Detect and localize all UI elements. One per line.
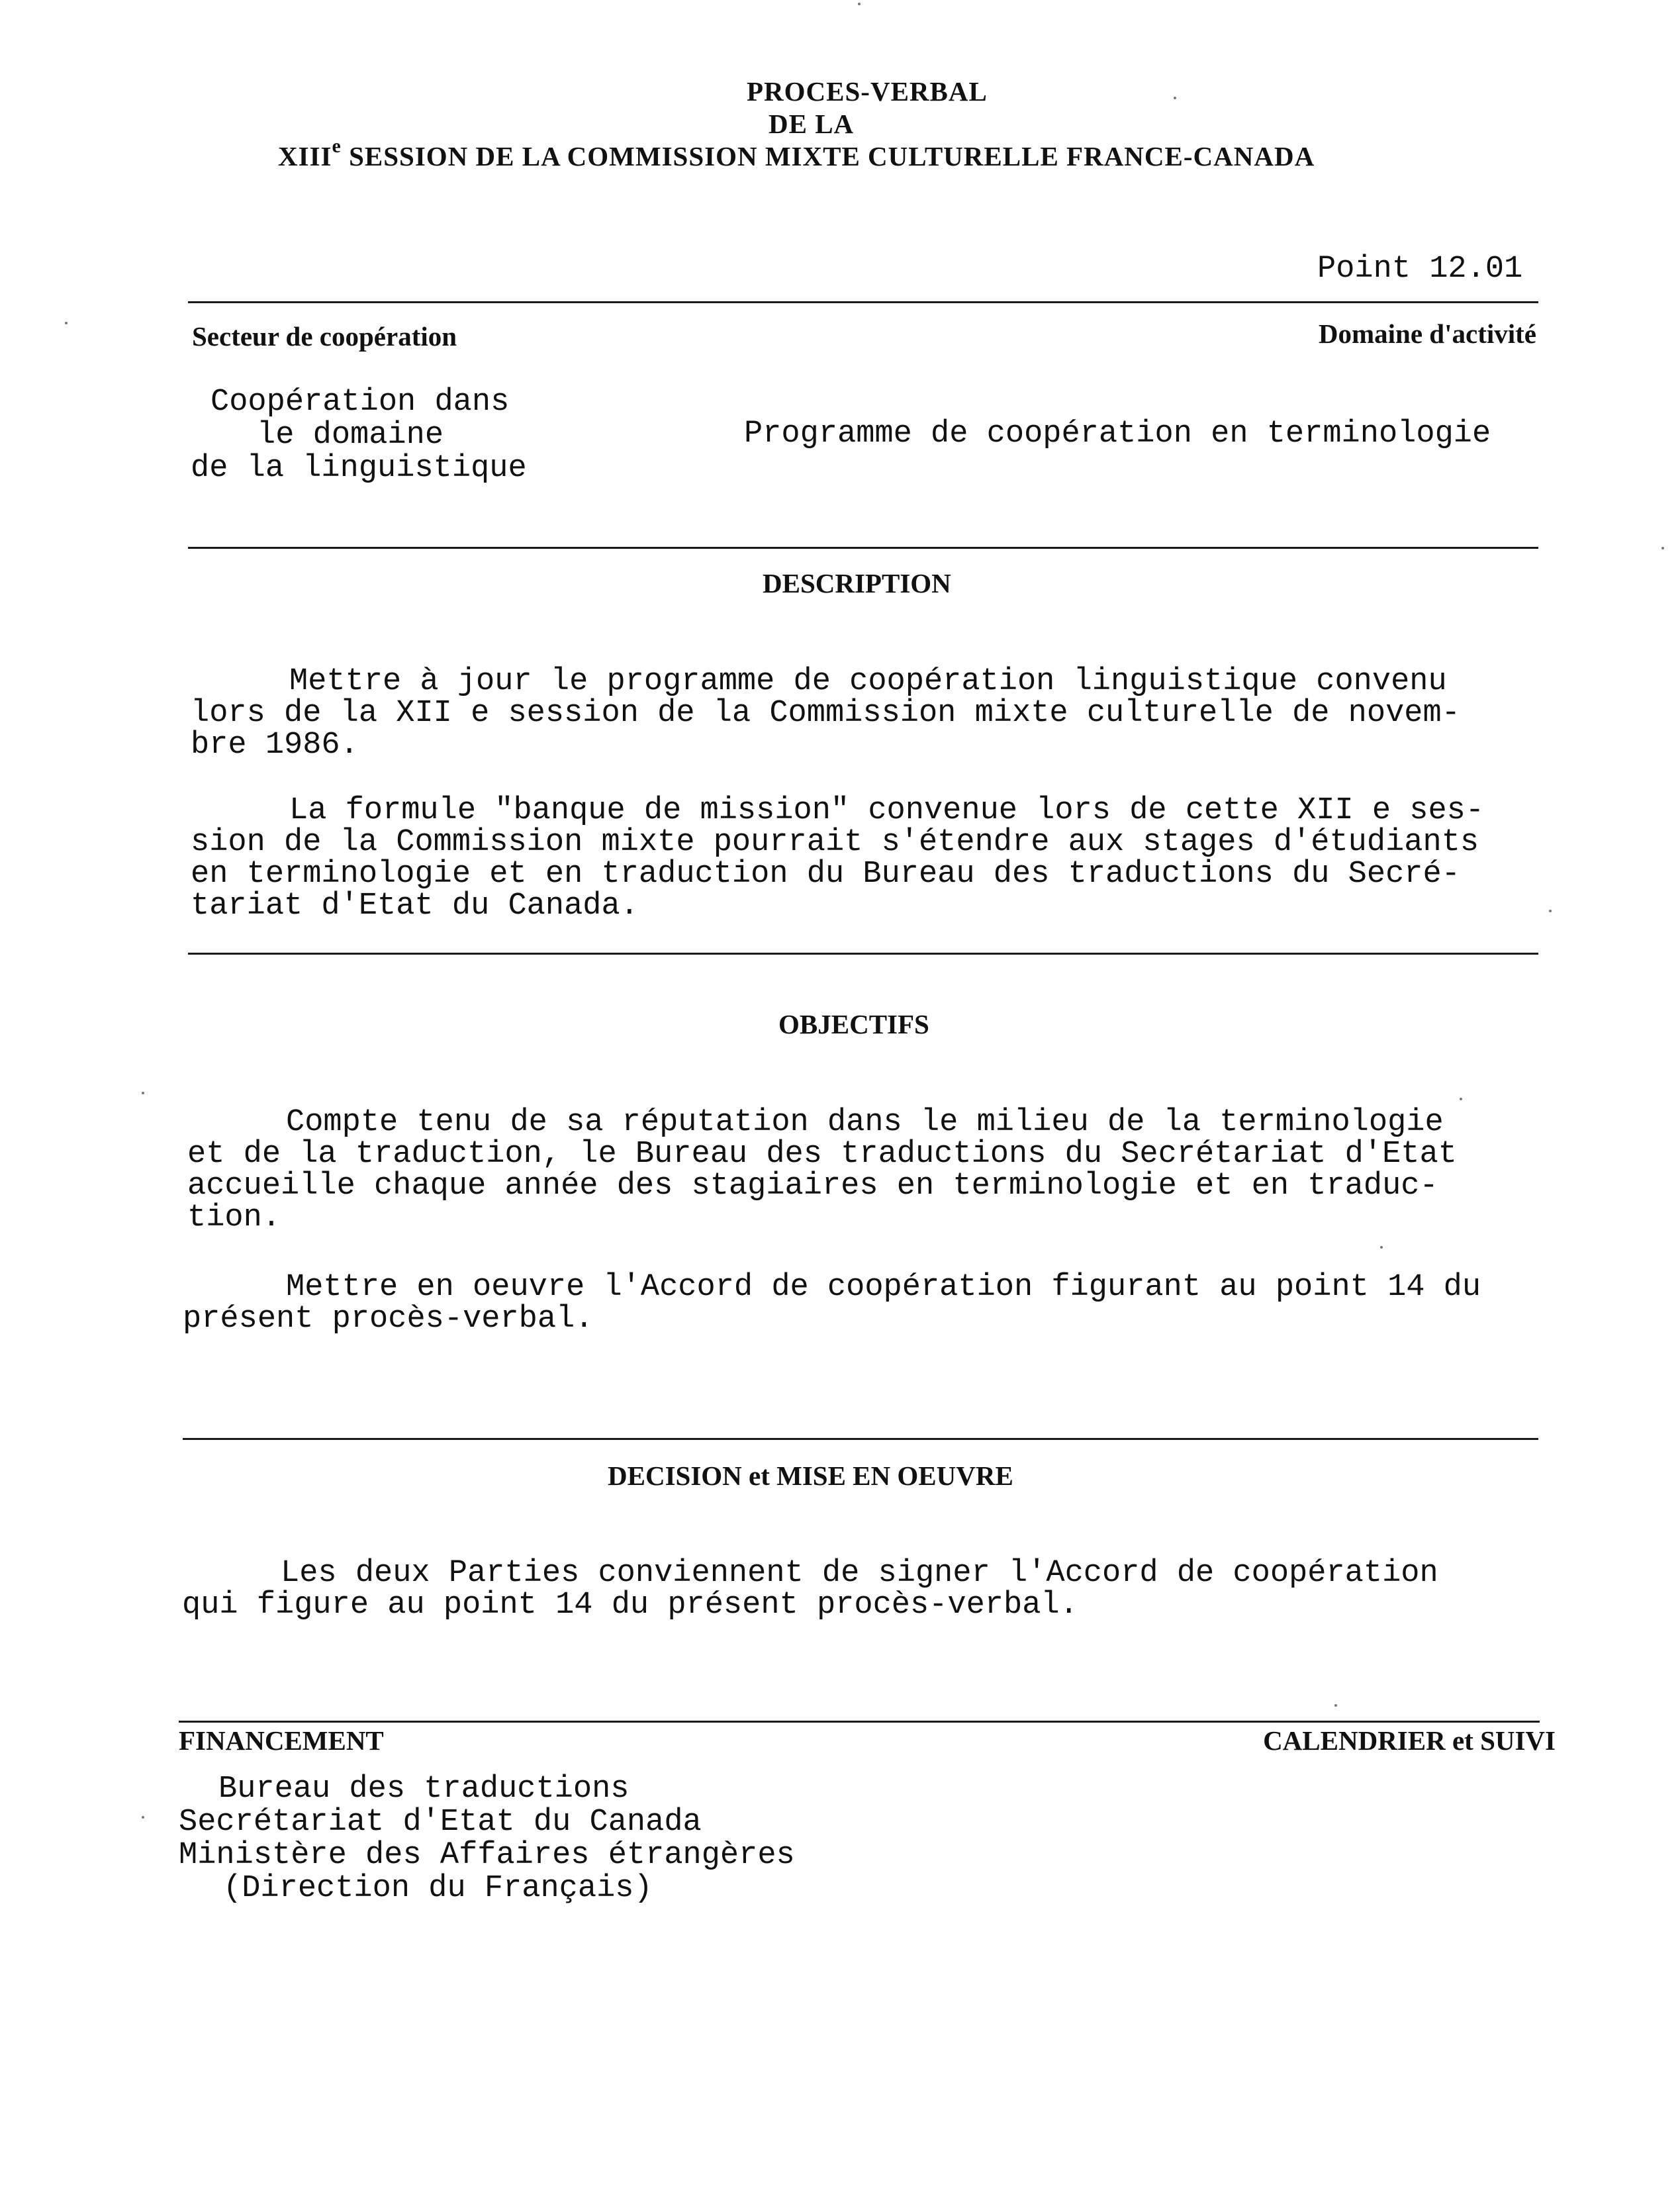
sector-value-line3: de la linguistique [191,451,527,486]
description-para1-line3: bre 1986. [191,728,359,763]
scan-speck [1174,97,1176,99]
objectifs-para2-line2: présent procès-verbal. [183,1302,594,1337]
description-para1-line2: lors de la XII e session de la Commission mixte culturelle de novem- [191,696,1460,731]
doc-title-line2: DE LA [769,109,855,139]
scan-speck [1460,1098,1462,1100]
objectifs-para2-line1: Mettre en oeuvre l'Accord de coopération figurant au point 14 du [286,1270,1481,1305]
divider-decision [183,1438,1538,1440]
scan-speck [142,1092,144,1094]
objectifs-para1-line3: accueille chaque année des stagiaires en terminologie et en traduc- [187,1169,1438,1204]
scan-speck [858,3,861,5]
objectifs-heading: OBJECTIFS [778,1009,929,1039]
scan-speck [65,322,68,324]
objectifs-para1-line2: et de la traduction, le Bureau des traductions du Secrétariat d'Etat [187,1137,1457,1172]
description-para2-line2: sion de la Commission mixte pourrait s'étendre aux stages d'étudiants [191,825,1479,860]
sector-label: Secteur de coopération [192,321,457,352]
divider-top [188,301,1538,303]
calendrier-label: CALENDRIER et SUIVI [1263,1725,1556,1756]
financement-line1: Bureau des traductions [218,1772,630,1807]
objectifs-para1-line1: Compte tenu de sa réputation dans le milieu de la terminologie [286,1105,1444,1140]
description-para1-line1: Mettre à jour le programme de coopération linguistique convenu [289,664,1447,699]
domain-label: Domaine d'activité [1318,318,1536,349]
domain-value: Programme de coopération en terminologie [744,416,1491,452]
scan-speck [1549,910,1552,912]
description-para2-line4: tariat d'Etat du Canada. [191,888,639,924]
doc-title-line1: PROCES-VERBAL [747,76,988,107]
decision-para1-line1: Les deux Parties conviennent de signer l'Accord de coopération [281,1556,1438,1591]
scan-speck [142,1816,144,1819]
sector-value-line2: le domaine [257,418,444,453]
decision-para1-line2: qui figure au point 14 du présent procès-verbal. [182,1588,1078,1623]
financement-label: FINANCEMENT [179,1725,384,1756]
session-superscript: e [332,135,342,157]
description-para2-line1: La formule "banque de mission" convenue lors de cette XII e ses- [289,793,1485,828]
session-number: XIII [278,141,332,171]
description-heading: DESCRIPTION [763,568,951,598]
divider-description [188,547,1538,549]
divider-financement [179,1721,1540,1723]
sector-value-line1: Coopération dans [210,385,510,420]
financement-line4: (Direction du Français) [223,1871,653,1906]
decision-heading: DECISION et MISE EN OEUVRE [608,1460,1013,1491]
scan-speck [1380,1246,1383,1249]
description-para2-line3: en terminologie et en traduction du Bureau des traductions du Secré- [191,857,1460,892]
scan-speck [1334,1704,1337,1707]
objectifs-para1-line4: tion. [187,1200,281,1235]
divider-objectifs [188,953,1538,955]
session-title: SESSION DE LA COMMISSION MIXTE CULTURELLE FRANCE-CANADA [341,141,1315,171]
point-number: Point 12.01 [1317,252,1523,287]
doc-title-line3 [278,135,1315,172]
scan-speck [1661,547,1664,549]
financement-line3: Ministère des Affaires étrangères [179,1838,795,1873]
financement-line2: Secrétariat d'Etat du Canada [179,1805,702,1840]
